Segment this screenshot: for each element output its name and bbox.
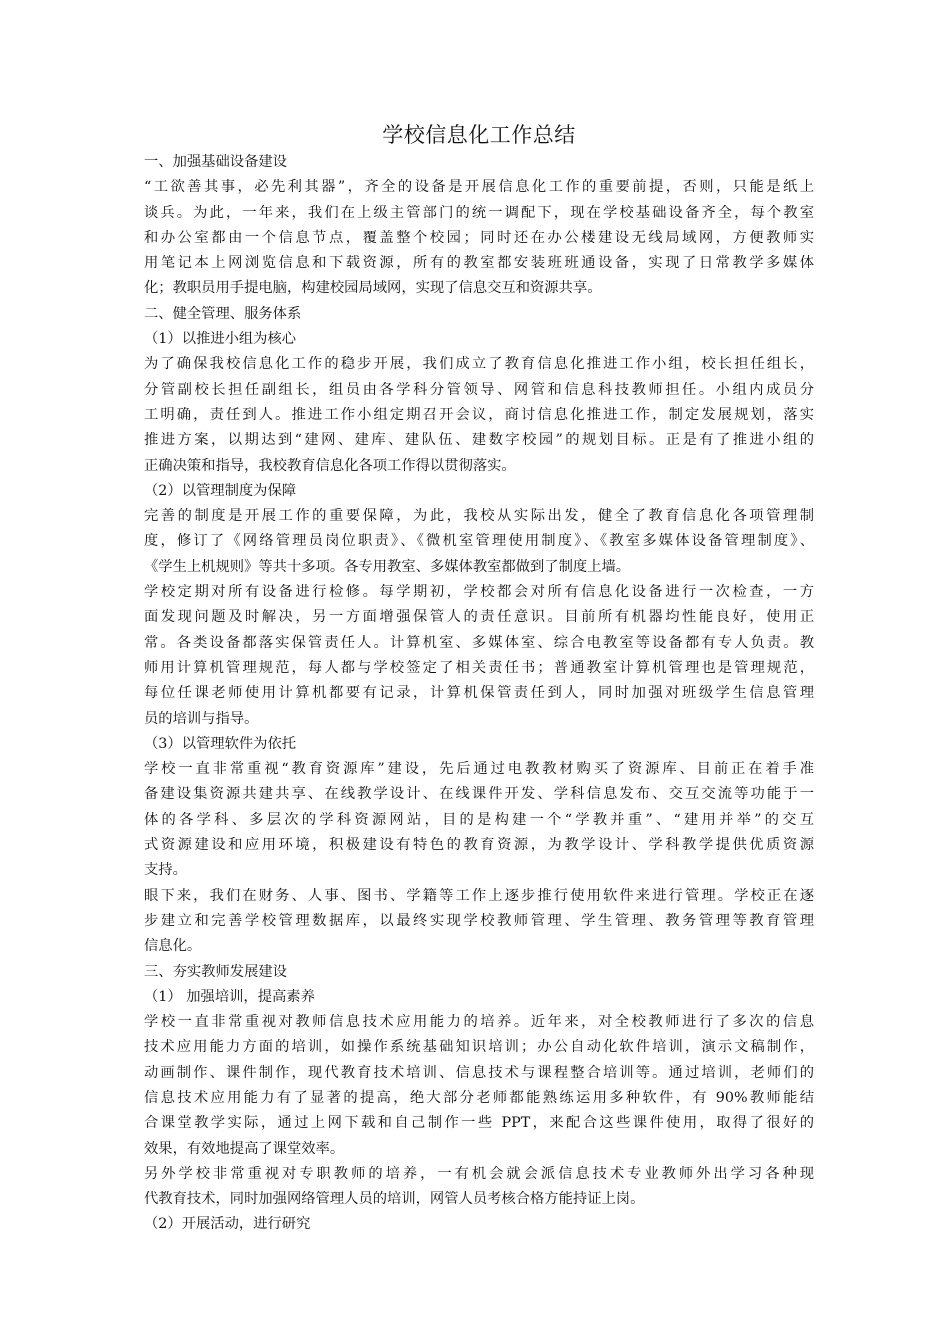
text-line: 眼下来，我们在财务、人事、图书、学籍等工作上逐步推行使用软件来进行管理。学校正在逐 — [144, 887, 814, 904]
text-line: 完善的制度是开展工作的重要保障，为此，我校从实际出发，健全了教育信息化各项管理制 — [144, 508, 814, 525]
text-line: 《学生上机规则》等共十多项。各专用教室、多媒体教室都做到了制度上墙。 — [144, 558, 631, 575]
text-line: 合课堂教学实际，通过上网下载和自己制作一些 PPT，来配合这些课件使用，取得了很好的 — [144, 1115, 814, 1132]
text-line: 推进方案，以期达到“建网、建库、建队伍、建数字校园”的规划目标。正是有了推进小组的 — [144, 432, 814, 449]
text-line: 三、夯实教师发展建设 — [144, 963, 287, 980]
document-body — [144, 150, 814, 1238]
text-line: （1） 加强培训，提高素养 — [144, 988, 315, 1005]
text-line: （2）以管理制度为保障 — [144, 482, 297, 499]
text-line: 为了确保我校信息化工作的稳步开展，我们成立了教育信息化推进工作小组，校长担任组长， — [144, 356, 814, 373]
text-line: 员的培训与指导。 — [144, 710, 259, 727]
text-line: 支持。 — [144, 862, 187, 879]
text-line: 备建设集资源共建共享、在线教学设计、在线课件开发、学科信息发布、交互交流等功能于一 — [144, 786, 814, 803]
text-line: 谈兵。为此，一年来，我们在上级主管部门的统一调配下，现在学校基础设备齐全，每个教室 — [144, 204, 814, 221]
text-line: 每位任课老师使用计算机都要有记录，计算机保管责任到人，同时加强对班级学生信息管理 — [144, 685, 814, 702]
text-line: 信息化。 — [144, 938, 202, 955]
document-title: 学校信息化工作总结 — [382, 123, 576, 147]
text-line: 用笔记本上网浏览信息和下载资源，所有的教室都安装班班通设备，实现了日常教学多媒体 — [144, 255, 814, 272]
text-line: 学校定期对所有设备进行检修。每学期初，学校都会对所有信息化设备进行一次检查，一方 — [144, 584, 814, 601]
text-line: 分管副校长担任副组长，组员由各学科分管领导、网管和信息科技教师担任。小组内成员分 — [144, 381, 814, 398]
text-line: （1）以推进小组为核心 — [144, 331, 297, 348]
text-line: 度，修订了《网络管理员岗位职责》、《微机室管理使用制度》、《教室多媒体设备管理制度》、 — [144, 533, 814, 550]
text-line: “工欲善其事，必先利其器”，齐全的设备是开展信息化工作的重要前提，否则，只能是纸上 — [144, 179, 814, 196]
text-line: 另外学校非常重视对专职教师的培养，一有机会就会派信息技术专业教师外出学习各种现 — [144, 1165, 814, 1182]
text-line: 常。各类设备都落实保管责任人。计算机室、多媒体室、综合电教室等设备都有专人负责。教 — [144, 634, 814, 651]
document-page — [144, 118, 814, 1238]
text-line: 式资源建设和应用环境，积极建设有特色的教育资源，为教学设计、学科教学提供优质资源 — [144, 837, 814, 854]
text-line: 师用计算机管理规范，每人都与学校签定了相关责任书；普通教室计算机管理也是管理规范， — [144, 659, 814, 676]
text-line: 代教育技术，同时加强网络管理人员的培训，网管人员考核合格方能持证上岗。 — [144, 1191, 645, 1208]
text-line: 一、加强基础设备建设 — [144, 154, 287, 170]
text-line: 二、健全管理、服务体系 — [144, 305, 302, 322]
text-line: （2）开展活动，进行研究 — [144, 1216, 311, 1233]
text-line: 信息技术应用能力有了显著的提高，绝大部分老师都能熟练运用多种软件，有 90%教师能结 — [144, 1089, 814, 1106]
text-line: 技术应用能力方面的培训，如操作系统基础知识培训；办公自动化软件培训，演示文稿制作， — [144, 1039, 814, 1056]
text-line: 和办公室都由一个信息节点，覆盖整个校园；同时还在办公楼建设无线局域网，方便教师实 — [144, 229, 814, 246]
text-line: 工明确，责任到人。推进工作小组定期召开会议，商讨信息化推进工作，制定发展规划，落实 — [144, 406, 814, 423]
text-line: 学校一直非常重视对教师信息技术应用能力的培养。近年来，对全校教师进行了多次的信息 — [144, 1014, 814, 1031]
text-line: 体的各学科、多层次的学科资源网站，目的是构建一个“学教并重”、“建用并举”的交互 — [144, 811, 814, 828]
text-line: 步建立和完善学校管理数据库，以最终实现学校教师管理、学生管理、教务管理等教育管理 — [144, 912, 814, 929]
text-line: 动画制作、课件制作，现代教育技术培训、信息技术与课程整合培训等。通过培训，老师们的 — [144, 1064, 814, 1081]
text-line: 学校一直非常重视“教育资源库”建设，先后通过电教教材购买了资源库、目前正在着手准 — [144, 761, 814, 778]
text-line: （3）以管理软件为依托 — [144, 735, 297, 752]
text-line: 面发现问题及时解决，另一方面增强保管人的责任意识。目前所有机器均性能良好，使用正 — [144, 609, 814, 626]
text-line: 化；教职员用手提电脑，构建校园局域网，实现了信息交互和资源共享。 — [144, 280, 602, 297]
text-line: 正确决策和指导，我校教育信息化各项工作得以贯彻落实。 — [144, 457, 516, 474]
text-line: 效果，有效地提高了课堂效率。 — [144, 1140, 345, 1157]
